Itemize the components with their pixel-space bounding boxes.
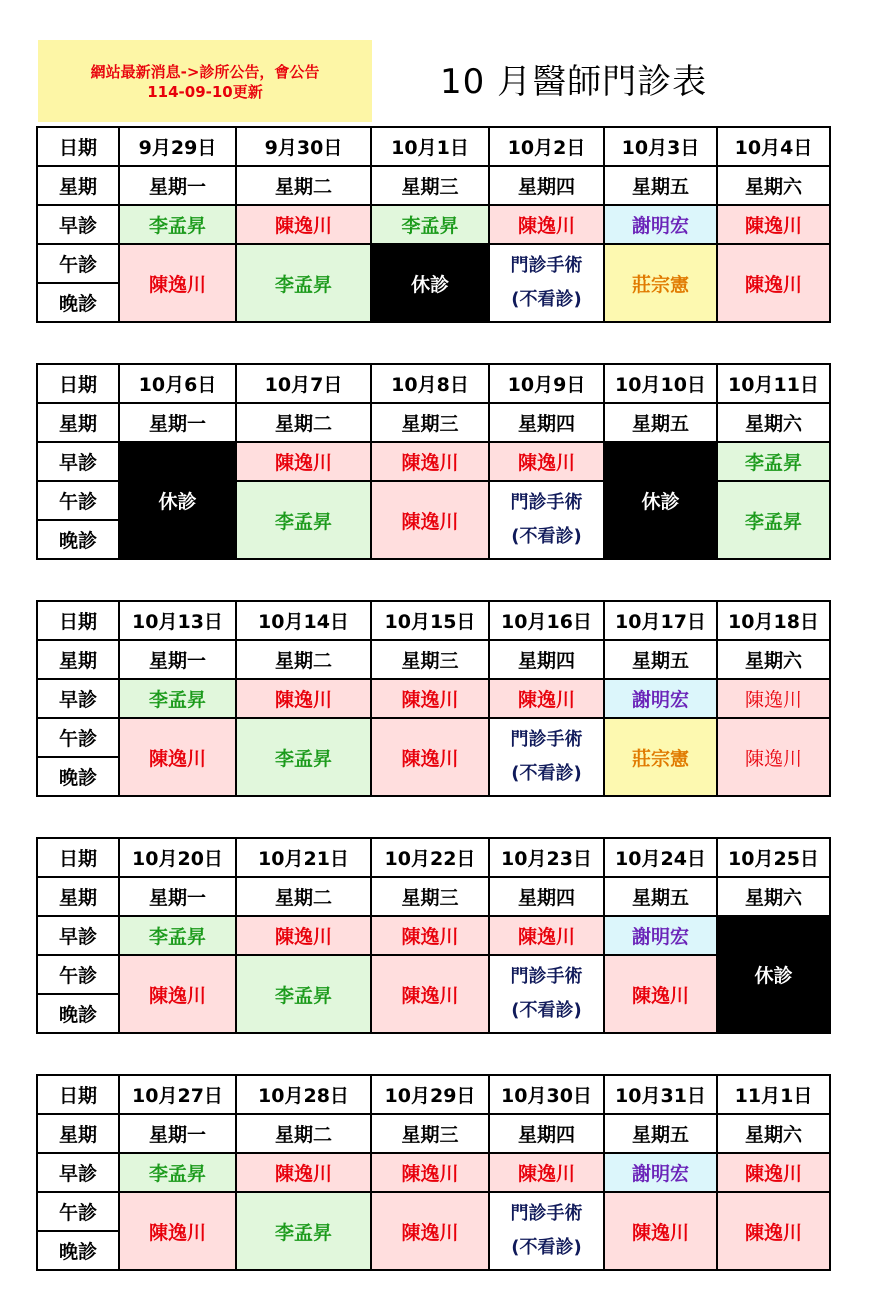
date-cell: 10月8日 bbox=[371, 364, 489, 403]
week-table-1 bbox=[36, 126, 831, 323]
page-title: 10 月醫師門診表 bbox=[440, 62, 708, 102]
afternoon-row bbox=[37, 244, 830, 283]
afternoon-row bbox=[37, 1192, 830, 1231]
weekday-cell: 星期五 bbox=[604, 640, 717, 679]
weekday-cell: 星期一 bbox=[119, 166, 236, 205]
notice-line-2: 114-09-10更新 bbox=[147, 83, 263, 101]
weekday-cell: 星期五 bbox=[604, 877, 717, 916]
weekday-cell: 星期六 bbox=[717, 877, 830, 916]
surgery-cell bbox=[489, 481, 604, 559]
no-consult-label: (不看診) bbox=[511, 289, 582, 310]
afternoon-row bbox=[37, 718, 830, 757]
weekday-label: 星期 bbox=[37, 640, 119, 679]
morning-doctor: 陳逸川 bbox=[236, 205, 371, 244]
morning-row bbox=[37, 442, 830, 481]
morning-doctor: 陳逸川 bbox=[717, 205, 830, 244]
weekday-cell: 星期三 bbox=[371, 403, 489, 442]
morning-row bbox=[37, 205, 830, 244]
morning-doctor: 謝明宏 bbox=[604, 679, 717, 718]
date-cell: 11月1日 bbox=[717, 1075, 830, 1114]
surgery-label: 門診手術 bbox=[510, 729, 583, 750]
weekday-cell: 星期四 bbox=[489, 403, 604, 442]
morning-doctor: 陳逸川 bbox=[717, 1153, 830, 1192]
notice-line-1: 網站最新消息->診所公告，會公告 bbox=[90, 63, 320, 81]
morning-doctor: 陳逸川 bbox=[489, 1153, 604, 1192]
weekday-row bbox=[37, 1114, 830, 1153]
date-cell: 10月29日 bbox=[371, 1075, 489, 1114]
weekday-cell: 星期三 bbox=[371, 877, 489, 916]
afternoon-evening-doctor: 李孟昇 bbox=[236, 1192, 371, 1270]
afternoon-evening-doctor: 李孟昇 bbox=[236, 718, 371, 796]
weekday-row bbox=[37, 403, 830, 442]
date-cell: 10月20日 bbox=[119, 838, 236, 877]
weekday-cell: 星期二 bbox=[236, 403, 371, 442]
date-label: 日期 bbox=[37, 601, 119, 640]
weekday-cell: 星期四 bbox=[489, 640, 604, 679]
afternoon-label: 午診 bbox=[37, 718, 119, 757]
afternoon-evening-doctor: 陳逸川 bbox=[717, 244, 830, 322]
surgery-label: 門診手術 bbox=[510, 1203, 583, 1224]
morning-doctor: 陳逸川 bbox=[371, 442, 489, 481]
afternoon-label: 午診 bbox=[37, 244, 119, 283]
evening-label: 晚診 bbox=[37, 520, 119, 559]
morning-doctor: 陳逸川 bbox=[489, 442, 604, 481]
morning-doctor: 陳逸川 bbox=[371, 679, 489, 718]
date-cell: 10月23日 bbox=[489, 838, 604, 877]
weekday-cell: 星期四 bbox=[489, 166, 604, 205]
morning-doctor: 陳逸川 bbox=[489, 679, 604, 718]
closed-cell: 休診 bbox=[119, 442, 236, 559]
afternoon-evening-doctor: 李孟昇 bbox=[236, 955, 371, 1033]
morning-doctor: 李孟昇 bbox=[119, 1153, 236, 1192]
evening-label: 晚診 bbox=[37, 283, 119, 322]
no-consult-label: (不看診) bbox=[511, 526, 582, 547]
weekday-label: 星期 bbox=[37, 403, 119, 442]
morning-row bbox=[37, 679, 830, 718]
closed-cell: 休診 bbox=[371, 244, 489, 322]
weekday-label: 星期 bbox=[37, 1114, 119, 1153]
date-cell: 10月27日 bbox=[119, 1075, 236, 1114]
morning-label: 早診 bbox=[37, 916, 119, 955]
date-label: 日期 bbox=[37, 838, 119, 877]
no-consult-label: (不看診) bbox=[511, 1000, 582, 1021]
surgery-cell bbox=[489, 244, 604, 322]
surgery-label: 門診手術 bbox=[510, 966, 583, 987]
date-cell: 10月11日 bbox=[717, 364, 830, 403]
afternoon-evening-doctor: 陳逸川 bbox=[119, 244, 236, 322]
date-cell: 10月28日 bbox=[236, 1075, 371, 1114]
afternoon-evening-doctor: 陳逸川 bbox=[604, 1192, 717, 1270]
morning-row bbox=[37, 1153, 830, 1192]
afternoon-evening-doctor: 陳逸川 bbox=[119, 955, 236, 1033]
date-cell: 10月15日 bbox=[371, 601, 489, 640]
afternoon-label: 午診 bbox=[37, 955, 119, 994]
weekday-cell: 星期二 bbox=[236, 877, 371, 916]
morning-doctor: 李孟昇 bbox=[119, 916, 236, 955]
morning-doctor: 陳逸川 bbox=[371, 1153, 489, 1192]
date-cell: 10月2日 bbox=[489, 127, 604, 166]
morning-row bbox=[37, 916, 830, 955]
morning-doctor: 李孟昇 bbox=[119, 679, 236, 718]
surgery-label: 門診手術 bbox=[510, 492, 583, 513]
morning-doctor: 謝明宏 bbox=[604, 205, 717, 244]
weekday-cell: 星期二 bbox=[236, 166, 371, 205]
morning-doctor: 陳逸川 bbox=[489, 916, 604, 955]
weekday-cell: 星期四 bbox=[489, 1114, 604, 1153]
date-cell: 9月30日 bbox=[236, 127, 371, 166]
morning-label: 早診 bbox=[37, 442, 119, 481]
afternoon-evening-doctor: 陳逸川 bbox=[371, 718, 489, 796]
afternoon-evening-doctor: 李孟昇 bbox=[236, 481, 371, 559]
date-cell: 10月16日 bbox=[489, 601, 604, 640]
afternoon-evening-doctor: 陳逸川 bbox=[717, 718, 830, 796]
date-cell: 10月4日 bbox=[717, 127, 830, 166]
surgery-label: 門診手術 bbox=[510, 255, 583, 276]
date-cell: 10月17日 bbox=[604, 601, 717, 640]
evening-label: 晚診 bbox=[37, 994, 119, 1033]
morning-label: 早診 bbox=[37, 1153, 119, 1192]
morning-doctor: 李孟昇 bbox=[119, 205, 236, 244]
week-table-4 bbox=[36, 837, 831, 1034]
morning-doctor: 謝明宏 bbox=[604, 1153, 717, 1192]
afternoon-evening-doctor: 陳逸川 bbox=[119, 1192, 236, 1270]
morning-doctor: 陳逸川 bbox=[236, 442, 371, 481]
closed-cell: 休診 bbox=[717, 916, 830, 1033]
weekday-cell: 星期二 bbox=[236, 1114, 371, 1153]
morning-label: 早診 bbox=[37, 679, 119, 718]
weekday-cell: 星期四 bbox=[489, 877, 604, 916]
date-cell: 10月3日 bbox=[604, 127, 717, 166]
date-cell: 9月29日 bbox=[119, 127, 236, 166]
closed-cell: 休診 bbox=[604, 442, 717, 559]
weekday-cell: 星期一 bbox=[119, 640, 236, 679]
date-cell: 10月30日 bbox=[489, 1075, 604, 1114]
morning-doctor: 謝明宏 bbox=[604, 916, 717, 955]
weekday-row bbox=[37, 166, 830, 205]
date-label: 日期 bbox=[37, 364, 119, 403]
update-notice bbox=[38, 40, 372, 122]
evening-label: 晚診 bbox=[37, 1231, 119, 1270]
morning-doctor: 李孟昇 bbox=[371, 205, 489, 244]
morning-doctor: 陳逸川 bbox=[236, 679, 371, 718]
afternoon-label: 午診 bbox=[37, 481, 119, 520]
surgery-cell bbox=[489, 955, 604, 1033]
date-row bbox=[37, 1075, 830, 1114]
weekday-label: 星期 bbox=[37, 166, 119, 205]
date-row bbox=[37, 838, 830, 877]
surgery-cell bbox=[489, 718, 604, 796]
morning-doctor: 陳逸川 bbox=[236, 1153, 371, 1192]
afternoon-evening-doctor: 李孟昇 bbox=[717, 481, 830, 559]
evening-label: 晚診 bbox=[37, 757, 119, 796]
week-table-5 bbox=[36, 1074, 831, 1271]
surgery-cell bbox=[489, 1192, 604, 1270]
morning-doctor: 陳逸川 bbox=[489, 205, 604, 244]
date-cell: 10月24日 bbox=[604, 838, 717, 877]
afternoon-evening-doctor: 陳逸川 bbox=[371, 481, 489, 559]
date-row bbox=[37, 601, 830, 640]
weekday-cell: 星期二 bbox=[236, 640, 371, 679]
date-cell: 10月18日 bbox=[717, 601, 830, 640]
no-consult-label: (不看診) bbox=[511, 1237, 582, 1258]
date-cell: 10月22日 bbox=[371, 838, 489, 877]
date-cell: 10月31日 bbox=[604, 1075, 717, 1114]
weekday-cell: 星期六 bbox=[717, 403, 830, 442]
week-table-2 bbox=[36, 363, 831, 560]
weekday-cell: 星期五 bbox=[604, 1114, 717, 1153]
date-label: 日期 bbox=[37, 127, 119, 166]
weekday-row bbox=[37, 877, 830, 916]
morning-doctor: 陳逸川 bbox=[717, 679, 830, 718]
weekday-cell: 星期三 bbox=[371, 640, 489, 679]
afternoon-label: 午診 bbox=[37, 1192, 119, 1231]
date-cell: 10月6日 bbox=[119, 364, 236, 403]
morning-doctor: 陳逸川 bbox=[371, 916, 489, 955]
date-cell: 10月21日 bbox=[236, 838, 371, 877]
week-table-3 bbox=[36, 600, 831, 797]
date-label: 日期 bbox=[37, 1075, 119, 1114]
afternoon-evening-doctor: 陳逸川 bbox=[119, 718, 236, 796]
afternoon-evening-doctor: 李孟昇 bbox=[236, 244, 371, 322]
afternoon-row bbox=[37, 955, 830, 994]
weekday-cell: 星期五 bbox=[604, 166, 717, 205]
weekday-cell: 星期六 bbox=[717, 1114, 830, 1153]
afternoon-evening-doctor: 陳逸川 bbox=[371, 1192, 489, 1270]
weekday-cell: 星期六 bbox=[717, 640, 830, 679]
date-row bbox=[37, 127, 830, 166]
afternoon-evening-doctor: 陳逸川 bbox=[371, 955, 489, 1033]
date-cell: 10月25日 bbox=[717, 838, 830, 877]
date-cell: 10月13日 bbox=[119, 601, 236, 640]
weekday-cell: 星期五 bbox=[604, 403, 717, 442]
afternoon-evening-doctor: 陳逸川 bbox=[717, 1192, 830, 1270]
date-cell: 10月14日 bbox=[236, 601, 371, 640]
date-cell: 10月1日 bbox=[371, 127, 489, 166]
date-cell: 10月9日 bbox=[489, 364, 604, 403]
afternoon-evening-doctor: 莊宗憲 bbox=[604, 718, 717, 796]
date-row bbox=[37, 364, 830, 403]
date-cell: 10月10日 bbox=[604, 364, 717, 403]
weekday-cell: 星期三 bbox=[371, 1114, 489, 1153]
morning-label: 早診 bbox=[37, 205, 119, 244]
afternoon-evening-doctor: 陳逸川 bbox=[604, 955, 717, 1033]
weekday-label: 星期 bbox=[37, 877, 119, 916]
no-consult-label: (不看診) bbox=[511, 763, 582, 784]
morning-doctor: 李孟昇 bbox=[717, 442, 830, 481]
weekday-cell: 星期三 bbox=[371, 166, 489, 205]
weekday-cell: 星期六 bbox=[717, 166, 830, 205]
weekday-cell: 星期一 bbox=[119, 877, 236, 916]
afternoon-evening-doctor: 莊宗憲 bbox=[604, 244, 717, 322]
weekday-cell: 星期一 bbox=[119, 403, 236, 442]
weekday-cell: 星期一 bbox=[119, 1114, 236, 1153]
morning-doctor: 陳逸川 bbox=[236, 916, 371, 955]
weekday-row bbox=[37, 640, 830, 679]
date-cell: 10月7日 bbox=[236, 364, 371, 403]
